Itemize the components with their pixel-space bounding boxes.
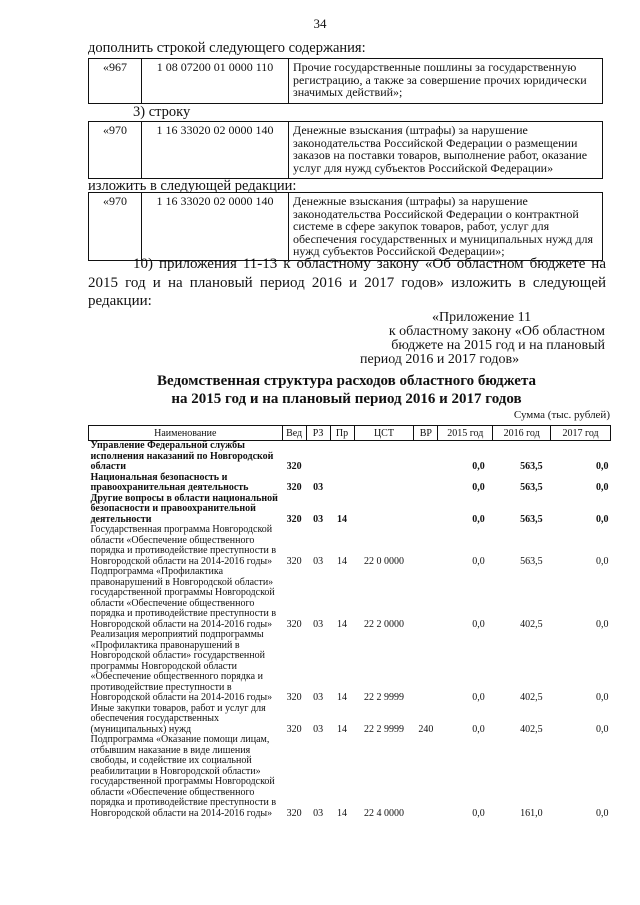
row-ved: 320 bbox=[286, 723, 302, 735]
row-pr: 14 bbox=[337, 513, 348, 525]
row-cst: 22 2 0000 bbox=[363, 618, 404, 630]
title-line-1: Ведомственная структура расходов областного бюджета bbox=[156, 373, 537, 389]
row-2017: 0,0 bbox=[596, 555, 609, 567]
row-2015: 0,0 bbox=[472, 807, 485, 819]
col-header-name: Наименование bbox=[89, 426, 283, 441]
row-cst: 22 2 9999 bbox=[363, 692, 404, 703]
row-rz: 03 bbox=[313, 692, 324, 703]
row-2016: 402,5 bbox=[520, 723, 543, 735]
paragraph-10: 10) приложения 11-13 к областному закону «Об областном бюджете на 2015 год и на плановый период 2016 и 2017 годов» изложить в следующей редакции: bbox=[88, 256, 606, 309]
row-vr bbox=[414, 630, 438, 704]
appendix-line-3: бюджете на 2015 год и на плановый bbox=[391, 338, 605, 353]
row-2017: 0,0 bbox=[596, 482, 609, 493]
appendix-line-4: период 2016 и 2017 годов» bbox=[360, 352, 520, 367]
row-ved: 320 bbox=[286, 482, 302, 493]
row-rz: 03 bbox=[313, 482, 324, 493]
row-ved: 320 bbox=[286, 807, 302, 819]
edit-line: изложить в следующей редакции: bbox=[88, 178, 297, 194]
row-2017: 0,0 bbox=[596, 723, 609, 735]
row-2016: 402,5 bbox=[520, 618, 543, 630]
row-2015: 0,0 bbox=[472, 692, 485, 703]
col-header-2016: 2016 год bbox=[493, 426, 551, 441]
row-name: Управление Федеральной службы исполнения наказаний по Новгородской области bbox=[90, 440, 274, 472]
table-row bbox=[89, 473, 611, 494]
row-2015: 0,0 bbox=[472, 482, 485, 493]
row-vr bbox=[414, 735, 438, 819]
row-pr: 14 bbox=[337, 723, 348, 735]
table-header-row bbox=[89, 426, 611, 441]
row-vr bbox=[414, 441, 438, 473]
row-name: Иные закупки товаров, работ и услуг для обеспечения государственных (муниципальных) нужд bbox=[90, 702, 266, 735]
row-967-code: «967 bbox=[103, 60, 127, 74]
table-row bbox=[89, 494, 611, 526]
row-pr bbox=[330, 473, 354, 494]
row-rz: 03 bbox=[313, 807, 324, 819]
table-row bbox=[89, 630, 611, 704]
amendment-row-967 bbox=[88, 58, 603, 104]
row-name: Государственная программа Новгородской области «Обеспечение общественного порядка и противодействие преступности в Новгородской области на 2014-2016 годы» bbox=[90, 524, 277, 567]
row-name: Реализация мероприятий подпрограммы «Профилактика правонарушений в Новгородской области» государственной программы Новгородской области «Обеспечение общественного порядка и противодействие преступности в Новгородской области на 2014-2016 годы» bbox=[90, 629, 273, 703]
row-967-kbk: 1 08 07200 01 0000 110 bbox=[142, 59, 289, 104]
row-vr bbox=[414, 494, 438, 526]
row-vr: 240 bbox=[418, 723, 434, 735]
row-ved: 320 bbox=[286, 555, 302, 567]
row-rz: 03 bbox=[313, 513, 324, 525]
expenditure-table bbox=[88, 425, 611, 819]
amendment-row-970-new bbox=[88, 192, 603, 261]
row-ved: 320 bbox=[286, 461, 302, 472]
col-header-ved: Вед bbox=[282, 426, 306, 441]
row-pr: 14 bbox=[337, 692, 348, 703]
row-970-old-kbk: 1 16 33020 02 0000 140 bbox=[142, 122, 289, 179]
appendix-line-2: к областному закону «Об областном bbox=[388, 324, 605, 339]
table-row bbox=[89, 735, 611, 819]
row-2017: 0,0 bbox=[596, 461, 609, 472]
row-ved: 320 bbox=[286, 692, 302, 703]
row-pr: 14 bbox=[337, 555, 348, 567]
page-number: 34 bbox=[313, 16, 327, 31]
row-2016: 563,5 bbox=[520, 513, 543, 525]
row-cst: 22 4 0000 bbox=[363, 807, 404, 819]
row-2015: 0,0 bbox=[472, 723, 485, 735]
row-rz: 03 bbox=[313, 555, 324, 567]
row-970-old-code: «970 bbox=[103, 123, 127, 137]
row-vr bbox=[414, 567, 438, 630]
row-name: Национальная безопасность и правоохранительная деятельность bbox=[90, 471, 249, 493]
row-ved: 320 bbox=[286, 513, 302, 525]
col-header-rz: РЗ bbox=[306, 426, 330, 441]
row-pr: 14 bbox=[337, 807, 348, 819]
row-cst bbox=[354, 494, 414, 526]
row-cst: 22 2 9999 bbox=[363, 723, 404, 735]
row-name: Другие вопросы в области национальной безопасности и правоохранительной деятельности bbox=[90, 492, 278, 525]
row-2017: 0,0 bbox=[596, 618, 609, 630]
row-rz: 03 bbox=[313, 723, 324, 735]
row-2015: 0,0 bbox=[472, 461, 485, 472]
row-2017: 0,0 bbox=[596, 513, 609, 525]
sum-label: Сумма (тыс. рублей) bbox=[513, 409, 610, 421]
row-cst bbox=[354, 473, 414, 494]
row-cst bbox=[354, 441, 414, 473]
row-970-old-text: Денежные взыскания (штрафы) за нарушение законодательства Российской Федерации о размещении заказов на поставки товаров, выполнение работ, оказание услуг для нужд субъектов Российской Федерации» bbox=[289, 122, 603, 179]
row-2016: 563,5 bbox=[520, 555, 543, 567]
row-2016: 402,5 bbox=[520, 692, 543, 703]
row-pr bbox=[330, 441, 354, 473]
col-header-vr: ВР bbox=[414, 426, 438, 441]
appendix-line-1: «Приложение 11 bbox=[432, 310, 532, 325]
row-ved: 320 bbox=[286, 618, 302, 630]
row-2015: 0,0 bbox=[472, 555, 485, 567]
row-2015: 0,0 bbox=[472, 513, 485, 525]
row-970-new-text: Денежные взыскания (штрафы) за нарушение законодательства Российской Федерации о контрактной системе в сфере закупок товаров, работ, услуг для обеспечения государственных и муниципальных нужд для нужд субъектов Российской Федерации»; bbox=[289, 193, 603, 261]
row-970-new-code: «970 bbox=[103, 194, 127, 208]
row-2016: 563,5 bbox=[520, 461, 543, 472]
col-header-2017: 2017 год bbox=[551, 426, 611, 441]
document-title bbox=[88, 372, 605, 408]
amendment-row-970-old bbox=[88, 121, 603, 179]
row-vr bbox=[414, 473, 438, 494]
title-line-2: на 2015 год и на плановый период 2016 и 2017 годов bbox=[171, 391, 522, 407]
row-pr: 14 bbox=[337, 618, 348, 630]
row-2015: 0,0 bbox=[472, 618, 485, 630]
col-header-cst: ЦСТ bbox=[354, 426, 414, 441]
col-header-2015: 2015 год bbox=[438, 426, 493, 441]
row-2017: 0,0 bbox=[596, 692, 609, 703]
table-row bbox=[89, 567, 611, 630]
col-header-pr: Пр bbox=[330, 426, 354, 441]
row-cst: 22 0 0000 bbox=[363, 555, 404, 567]
row-2017: 0,0 bbox=[596, 807, 609, 819]
row-name: Подпрограмма «Профилактика правонарушений в Новгородской области» государственной программы Новгородской области «Обеспечение общественного порядка и противодействие преступности в Новгородской области на 2014-2016 годы» bbox=[90, 566, 277, 630]
table-row bbox=[89, 525, 611, 567]
intro-line: дополнить строкой следующего содержания: bbox=[88, 40, 366, 56]
row-vr bbox=[414, 525, 438, 567]
row-2016: 161,0 bbox=[520, 807, 543, 819]
row-970-new-kbk: 1 16 33020 02 0000 140 bbox=[142, 193, 289, 261]
row-name: Подпрограмма «Оказание помощи лицам, отбывшим наказание в виде лишения свободы, и содействие их социальной реабилитации в Новгородской области» государственной программы Новгородской области «Обеспечение общественного порядка и противодействие преступности в Новгородской области на 2014-2016 годы» bbox=[90, 734, 277, 819]
row-rz bbox=[306, 441, 330, 473]
appendix-header bbox=[360, 311, 605, 367]
row-rz: 03 bbox=[313, 618, 324, 630]
row-967-text: Прочие государственные пошлины за государственную регистрацию, а также за совершение прочих юридически значимых действий»; bbox=[289, 59, 603, 104]
row-2016: 563,5 bbox=[520, 482, 543, 493]
table-row bbox=[89, 441, 611, 473]
item3-label: 3) строку bbox=[133, 104, 191, 120]
table-row bbox=[89, 704, 611, 736]
